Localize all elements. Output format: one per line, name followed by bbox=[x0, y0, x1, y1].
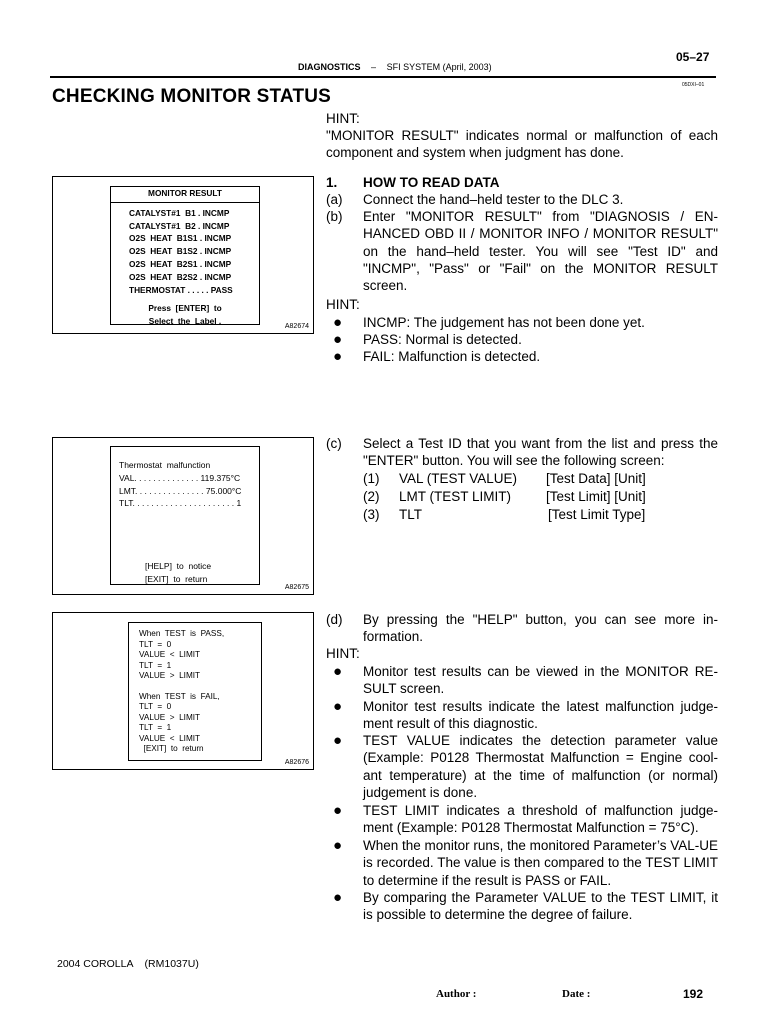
screen-footer: [EXIT] to return bbox=[139, 744, 204, 753]
step-d-hint-item bbox=[326, 663, 718, 699]
step-c-item-desc: [Test Limit] [Unit] bbox=[546, 489, 646, 504]
bullet-icon: ● bbox=[333, 331, 343, 348]
screen-line: VALUE < LIMIT bbox=[139, 650, 201, 659]
step-c-item-number: (3) bbox=[363, 507, 380, 522]
step-c-item-number: (2) bbox=[363, 489, 380, 504]
header-system: SFI SYSTEM (April, 2003) bbox=[386, 62, 492, 72]
screen-line: VALUE < LIMIT bbox=[139, 733, 201, 743]
step-c-item bbox=[326, 470, 718, 488]
step-c-item-number: (1) bbox=[363, 471, 380, 486]
figure-label: A82674 bbox=[284, 323, 309, 330]
figure-help-screen bbox=[52, 612, 314, 770]
screen-line: O2S HEAT B2S2 . INCMP bbox=[129, 271, 232, 282]
bullet-icon: ● bbox=[333, 889, 343, 906]
step-c-item-desc: [Test Limit Type] bbox=[548, 507, 646, 522]
screen-line: TLT. . . . . . . . . . . . . . . . . . . . . . 1 bbox=[119, 498, 242, 509]
figure-thermostat-screen bbox=[52, 437, 314, 595]
screen-title: MONITOR RESULT bbox=[111, 187, 259, 203]
screen-footer: Press [ENTER] to bbox=[148, 303, 222, 314]
screen-line: O2S HEAT B1S1 . INCMP bbox=[129, 233, 232, 244]
doc-code: 05DXI–01 bbox=[682, 82, 705, 88]
screen-line: TLT = 0 bbox=[139, 702, 172, 711]
intro-hint-text: "MONITOR RESULT" indicates normal or malfunction of each component and system when judgment has done. bbox=[326, 128, 718, 161]
step1-hint-text: PASS: Normal is detected. bbox=[363, 332, 522, 347]
step-d-hint-item bbox=[326, 732, 718, 802]
step1-b bbox=[326, 208, 718, 296]
step1-b-number: (b) bbox=[326, 209, 343, 224]
header-section: DIAGNOSTICS bbox=[298, 62, 361, 72]
page-number: 05–27 bbox=[676, 50, 710, 64]
intro-hint-label: HINT: bbox=[326, 111, 360, 126]
step1-number: 1. bbox=[326, 175, 338, 190]
figure-label: A82675 bbox=[284, 584, 309, 591]
screen-line: CATALYST#1 B2 . INCMP bbox=[129, 220, 230, 231]
screen-line: LMT. . . . . . . . . . . . . . . 75.000°C bbox=[119, 485, 242, 496]
tester-screen bbox=[128, 622, 262, 761]
screen-line: VALUE > LIMIT bbox=[139, 671, 201, 680]
screen-line bbox=[129, 682, 261, 692]
step-d bbox=[326, 611, 718, 647]
running-header bbox=[298, 62, 492, 72]
step-d-hint-label: HINT: bbox=[326, 646, 360, 661]
step-d-hint-text: Monitor test results can be viewed in the MONITOR RE-SULT screen. bbox=[363, 664, 718, 697]
header-rule bbox=[50, 76, 716, 78]
step-c-item bbox=[326, 506, 718, 524]
step1-b-text: Enter "MONITOR RESULT" from "DIAGNOSIS / EN-HANCED OBD II / MONITOR INFO / MONITOR RESULT" on the hand–held tester. You will see "Test ID" and "INCMP", "Pass" or "Fail" on the MONITOR RESULT screen. bbox=[363, 209, 718, 294]
screen-line: When TEST is PASS, bbox=[139, 629, 225, 638]
step-d-hint-text: TEST LIMIT indicates a threshold of malfunction judge-ment (Example: P0128 Thermostat Malfunction = 75°C). bbox=[363, 803, 718, 836]
page-title: CHECKING MONITOR STATUS bbox=[52, 86, 332, 107]
footer-date-label: Date : bbox=[562, 988, 591, 1000]
screen-line: TLT = 0 bbox=[139, 639, 172, 649]
tester-screen bbox=[110, 446, 260, 585]
screen-line: Thermostat malfunction bbox=[119, 460, 211, 470]
step-c-item-name: VAL (TEST VALUE) bbox=[399, 471, 518, 486]
step-c-item-desc: [Test Data] [Unit] bbox=[546, 471, 646, 486]
screen-line: VAL. . . . . . . . . . . . . . 119.375°C bbox=[119, 472, 241, 483]
screen-line: CATALYST#1 B1 . INCMP bbox=[129, 207, 230, 218]
screen-line: TLT = 1 bbox=[139, 723, 172, 732]
screen-line: O2S HEAT B2S1 . INCMP bbox=[129, 258, 232, 269]
bullet-icon: ● bbox=[333, 314, 343, 331]
step1-a-number: (a) bbox=[326, 192, 343, 207]
footer-author-label: Author : bbox=[436, 988, 477, 1000]
screen-footer: [EXIT] to return bbox=[145, 573, 208, 584]
step1-a-text: Connect the hand–held tester to the DLC 3. bbox=[363, 192, 624, 207]
step1-hint-text: INCMP: The judgement has not been done yet. bbox=[363, 315, 645, 330]
step-d-hint-item bbox=[326, 802, 718, 838]
step-d-hint-text: By comparing the Parameter VALUE to the TEST LIMIT, it is possible to determine the degree of failure. bbox=[363, 890, 718, 923]
step1-hint-text: FAIL: Malfunction is detected. bbox=[363, 349, 541, 364]
step1-hint-label: HINT: bbox=[326, 297, 360, 312]
step-c-item-name: TLT bbox=[399, 507, 422, 522]
step-c-number: (c) bbox=[326, 436, 342, 451]
step-d-number: (d) bbox=[326, 612, 343, 627]
step-d-text: By pressing the "HELP" button, you can see more in-formation. bbox=[363, 612, 718, 645]
figure-monitor-result bbox=[52, 176, 314, 334]
screen-line: When TEST is FAIL, bbox=[139, 691, 220, 701]
step1-hint-item bbox=[326, 348, 718, 366]
step1-a bbox=[326, 191, 718, 209]
figure-label: A82676 bbox=[284, 759, 309, 766]
footer-model: 2004 COROLLA (RM1037U) bbox=[57, 958, 199, 970]
screen-line: O2S HEAT B1S2 . INCMP bbox=[129, 246, 232, 257]
step-d-hint-item bbox=[326, 889, 718, 925]
screen-footer: [HELP] to notice bbox=[145, 561, 212, 572]
step-d-hint-text: Monitor test results indicate the latest malfunction judge-ment result of this diagnostic. bbox=[363, 699, 718, 732]
footer-page-number: 192 bbox=[683, 987, 704, 1001]
step1-heading-row bbox=[326, 174, 718, 192]
step-d-hint-item bbox=[326, 698, 718, 734]
step-d-hint-item bbox=[326, 837, 718, 889]
bullet-icon: ● bbox=[333, 348, 343, 365]
step-c-item bbox=[326, 488, 718, 506]
screen-line: THERMOSTAT . . . . . PASS bbox=[129, 284, 233, 295]
step-d-hint-text: When the monitor runs, the monitored Parameter’s VAL-UE is recorded. The value is then compared to the TEST LIMIT to determine if the result is PASS or FAIL. bbox=[363, 838, 718, 888]
bullet-icon: ● bbox=[333, 837, 343, 854]
step-c bbox=[326, 435, 718, 471]
step-c-item-name: LMT (TEST LIMIT) bbox=[399, 489, 512, 504]
screen-footer: Select the Label . bbox=[148, 316, 222, 327]
header-separator: – bbox=[371, 62, 377, 72]
bullet-icon: ● bbox=[333, 698, 343, 715]
step1-heading: HOW TO READ DATA bbox=[363, 175, 500, 190]
bullet-icon: ● bbox=[333, 802, 343, 819]
step-c-text: Select a Test ID that you want from the list and press the "ENTER" button. You will see the following screen: bbox=[363, 436, 718, 469]
bullet-icon: ● bbox=[333, 663, 343, 680]
step1-hint-item bbox=[326, 331, 718, 349]
bullet-icon: ● bbox=[333, 732, 343, 749]
screen-line: VALUE > LIMIT bbox=[139, 712, 201, 722]
tester-screen bbox=[110, 186, 260, 325]
step1-hint-item bbox=[326, 314, 718, 332]
step-d-hint-text: TEST VALUE indicates the detection parameter value (Example: P0128 Thermostat Malfunction = Engine cool-ant temperature) at the time of malfunction (or normal) judgement is done. bbox=[363, 733, 718, 800]
screen-line: TLT = 1 bbox=[139, 660, 172, 670]
